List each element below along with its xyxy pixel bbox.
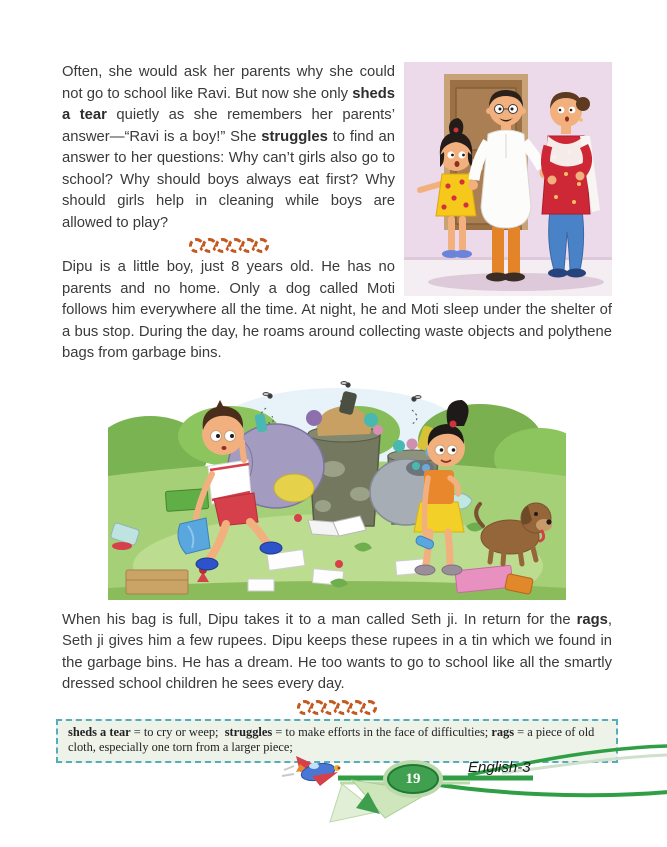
footer-decoration	[0, 740, 667, 847]
page-number: 19	[405, 770, 421, 787]
garbage-scene-art	[108, 374, 566, 600]
story-content	[62, 62, 612, 763]
paragraph-2: Dipu is a little boy, just 8 years old. He has no parents and no home. Only a dog called Moti follows him everywhere all the time. At night, he and Moti sleep under the shelter of a bus stop. During the day, he roams around collecting waste objects and polythene bags from garbage bins.	[62, 259, 612, 361]
garbage-illustration	[108, 374, 566, 600]
page-number-badge	[387, 764, 439, 794]
toy-plane-icon	[282, 756, 340, 786]
family-scene-art	[404, 62, 612, 296]
paragraph-3: When his bag is full, Dipu takes it to a man called Seth ji. In return for the rags, Seth ji gives him a few rupees. Dipu keeps these rupees in a tin which we found in the garbage bins. He has a dream. He too wants to go to school like all the smartly dressed school children he sees every day.	[62, 611, 612, 692]
book-title: English-3	[468, 759, 531, 776]
family-illustration	[404, 62, 612, 296]
glossary-box: sheds a tear = to cry or weep; struggles = to make efforts in the face of difficulties; rags = a piece of old cloth, especially one torn from a larger piece;	[56, 719, 618, 763]
paragraph-1: Often, she would ask her parents why she could not go to school like Ravi. But now she only sheds a tear quietly as she remembers her parents’ answer—“Ravi is a boy!” She struggles to find an answer to her questions: Why can’t girls also go to school? Why should boys always eat first? Why should girls help in cleaning while boys are allowed to play?	[62, 64, 395, 231]
ornament-divider-2	[62, 700, 612, 716]
